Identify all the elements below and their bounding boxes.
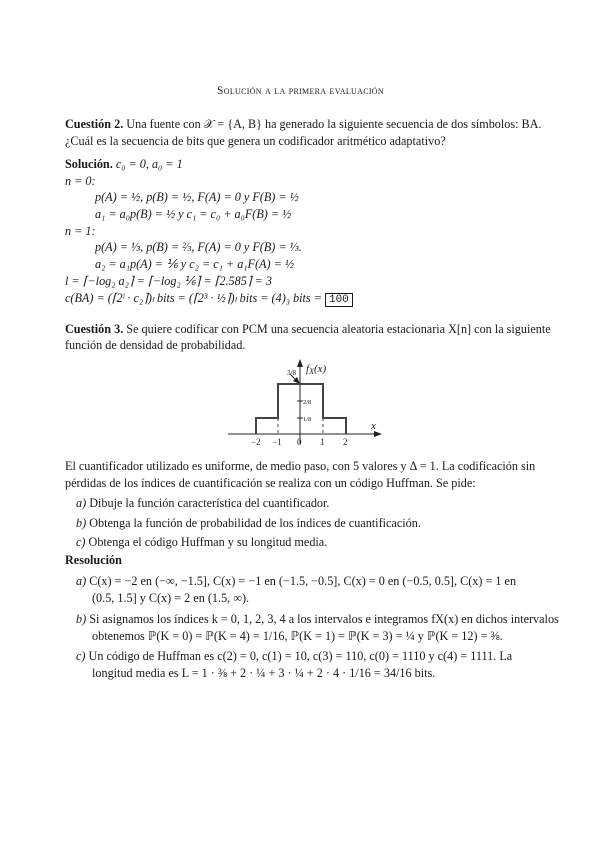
answer-c-line1 (76, 649, 512, 663)
step-n0-line2: a₁ = a₀p(B) = ½ y c₁ = c₀ + a₀F(B) = ½ (95, 207, 292, 221)
answer-b-line2: obtenemos ℙ(K = 0) = ℙ(K = 4) = 1/16, ℙ(K = 1) = ℙ(K = 3) = ¼ y ℙ(K = 12) = ⅜. (92, 629, 503, 643)
question-2-label: Cuestión 2. (65, 117, 124, 131)
pdf-figure (220, 355, 390, 450)
task-marker: c) (76, 535, 86, 549)
solution-header (65, 157, 183, 171)
ytick-1-8: 1/8 (303, 416, 312, 423)
solution-init: c₀ = 0, a₀ = 1 (115, 157, 183, 171)
answer-marker: a) (76, 574, 87, 588)
step-n1-line1: p(A) = ⅓, p(B) = ⅔, F(A) = 0 y F(B) = ⅓. (95, 240, 302, 254)
task-text: Dibuje la función característica del cuantificador. (89, 496, 330, 510)
page-title: Solución a la primera evaluación (217, 85, 384, 97)
step-n1-line2: a₂ = a₁p(A) = ⅙ y c₂ = c₁ + a₁F(A) = ½ (95, 257, 294, 271)
ytick-2-8: 2/8 (303, 399, 312, 406)
step-n0-line1: p(A) = ½, p(B) = ½, F(A) = 0 y F(B) = ½ (95, 190, 299, 204)
codeword-result: 100 (325, 293, 353, 307)
quantizer-para-line2: pérdidas de los índices de cuantificación se realiza con un código Huffman. Se pide: (65, 476, 476, 490)
answer-c-line2: longitud media es L = 1 · ⅜ + 2 · ¼ + 3 · ¼ + 2 · 4 · 1/16 = 34/16 bits. (92, 666, 436, 680)
question-2-text-line2: ¿Cuál es la secuencia de bits que genera un codificador aritmético adaptativo? (65, 134, 446, 148)
xtick-minus2: −2 (251, 437, 261, 447)
task-item-b (76, 516, 421, 530)
question-2-text-line1: Una fuente con 𝒳 = {A, B} ha generado la siguiente secuencia de dos símbolos: BA. (126, 117, 542, 131)
codeword-line (65, 291, 353, 307)
answer-a-line2: (0.5, 1.5] y C(x) = 2 en (1.5, ∞). (92, 591, 250, 605)
question-3 (65, 322, 551, 336)
question-2 (65, 117, 542, 131)
length-line: l = ⌈−log₂ a₂⌉ = ⌈−log₂ ⅙⌉ = ⌈2.585⌉ = 3 (65, 274, 273, 288)
xlabel: x (371, 420, 376, 432)
xtick-minus1: −1 (272, 437, 282, 447)
xtick-1: 1 (320, 437, 325, 447)
task-marker: b) (76, 516, 87, 530)
resolution-heading: Resolución (65, 553, 122, 567)
answer-marker: b) (76, 612, 87, 626)
task-item-a (76, 496, 329, 510)
codeword-expression: c(BA) = (⌈2ˡ · c₂⌉)ₗ bits = (⌈2³ · ½⌉)ₗ bits = (4)₃ bits = (65, 291, 322, 305)
answer-text: Un código de Huffman es c(2) = 0, c(1) = 10, c(3) = 110, c(0) = 1110 y c(4) = 1111. La (88, 649, 513, 663)
task-marker: a) (76, 496, 87, 510)
pdf-curve (256, 384, 346, 434)
step-n1-label: n = 1: (65, 224, 96, 238)
answer-a-line1 (76, 574, 516, 588)
step-n0-label: n = 0: (65, 174, 96, 188)
xtick-2: 2 (343, 437, 348, 447)
solution-label: Solución. (65, 157, 113, 171)
answer-text: C(x) = −2 en (−∞, −1.5], C(x) = −1 en (−1.5, −0.5], C(x) = 0 en (−0.5, 0.5], C(x) = 1 en (89, 574, 517, 588)
ylabel: fX(x) (306, 363, 327, 376)
question-3-label: Cuestión 3. (65, 322, 124, 336)
task-text: Obtenga la función de probabilidad de los índices de cuantificación. (89, 516, 421, 530)
question-3-text-line2: función de densidad de probabilidad. (65, 338, 246, 352)
xtick-0: 0 (297, 437, 302, 447)
question-3-text-line1: Se quiere codificar con PCM una secuencia aleatoria estacionaria X[n] con la siguiente (126, 322, 551, 336)
annotation-label: 3/8 (287, 369, 296, 377)
answer-marker: c) (76, 649, 86, 663)
task-item-c (76, 535, 327, 549)
answer-b-line1 (76, 612, 559, 626)
y-axis-arrow-icon (297, 359, 303, 367)
answer-text: Si asignamos los índices k = 0, 1, 2, 3, 4 a los intervalos e integramos fX(x) en dichos intervalos (89, 612, 559, 626)
task-text: Obtenga el código Huffman y su longitud media. (88, 535, 328, 549)
quantizer-para-line1: El cuantificador utilizado es uniforme, de medio paso, con 5 valores y Δ = 1. La codificación sin (65, 459, 536, 473)
